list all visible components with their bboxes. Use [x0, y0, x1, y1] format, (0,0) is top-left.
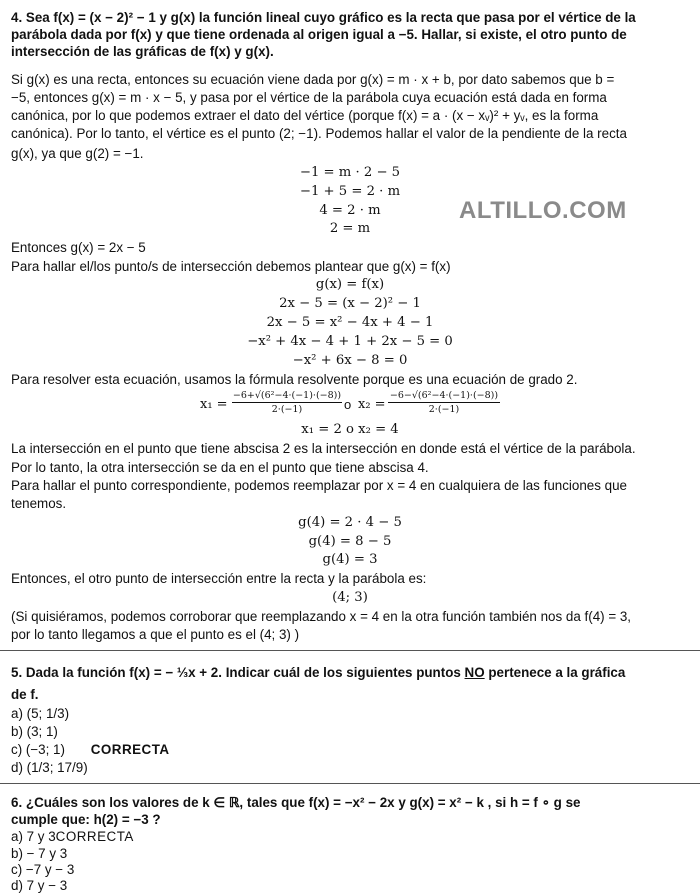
p4-verification-2: por lo tanto llegamos a que el punto es el (4; 3) ): [11, 627, 300, 642]
p4-intersection-text-1: La intersección en el punto que tiene abscisa 2 es la intersección en donde está el vértice de la parábola.: [11, 441, 636, 456]
p6-option-c: c) −7 y − 3: [11, 862, 75, 877]
p5-header-text-end: pertenece a la gráfica: [484, 665, 626, 680]
x2-lhs: x₂ =: [358, 397, 386, 412]
equation-line: 2 = m: [329, 221, 371, 236]
equation-line: g(4) = 8 − 5: [308, 534, 392, 549]
p4-intersection-text-3: Para hallar el punto correspondiente, podemos reemplazar por x = 4 en cualquiera de las funciones que: [11, 478, 627, 493]
p5-header-no: NO: [464, 665, 485, 680]
p5-header-line-2: de f.: [11, 687, 39, 702]
p6-option-d: d) 7 y − 3: [11, 878, 68, 893]
p4-intro-line-4: canónica). Por lo tanto, el vértice es el punto (2; −1). Podemos hallar el valor de la pendiente de la recta: [11, 126, 627, 141]
equation-line: −x² + 4x − 4 + 1 + 2x − 5 = 0: [247, 334, 453, 349]
equation-line: g(4) = 3: [322, 552, 378, 567]
p4-header-line-2: parábola dada por f(x) y que tiene ordenada al origen igual a −5. Hallar, si existe, el otro punto de: [11, 27, 627, 42]
p4-intro-line-1: Si g(x) es una recta, entonces su ecuación viene dada por g(x) = m · x + b, por dato sabemos que b =: [11, 72, 615, 87]
p4-header-line-1: 4. Sea f(x) = (x − 2)² − 1 y g(x) la función lineal cuyo gráfico es la recta que pasa por el vértice de la: [11, 10, 636, 25]
x2-numerator: −6−√(6²−4·(−1)·(−8)): [389, 390, 499, 401]
equation-line: g(4) = 2 · 4 − 5: [298, 515, 402, 530]
p4-intro-line-5: g(x), ya que g(2) = −1.: [11, 146, 144, 161]
p5-header-text: 5. Dada la función f(x) = − ⅓x + 2. Indicar cuál de los siguientes puntos: [11, 665, 465, 680]
x2-fraction: [388, 389, 500, 416]
p4-g-result: Entonces g(x) = 2x − 5: [11, 240, 146, 255]
correct-marker: CORRECTA: [55, 829, 134, 844]
p5-option-a: a) (5; 1/3): [11, 706, 70, 721]
x1-lhs: x₁ =: [200, 397, 228, 412]
p5-option-c: [11, 741, 692, 758]
p4-header-line-3: intersección de las gráficas de f(x) y g(x).: [11, 44, 274, 59]
or-word: o: [344, 397, 352, 412]
p4-verification-1: (Si quisiéramos, podemos corroborar que reemplazando x = 4 en la otra función también nos da f(4) = 3,: [11, 609, 632, 624]
x1-denominator: 2·(−1): [271, 404, 303, 415]
p5-option-b: b) (3; 1): [11, 724, 58, 739]
p5-option-d: d) (1/3; 17/9): [11, 760, 88, 775]
p4-intersection-setup: Para hallar el/los punto/s de intersección debemos plantear que g(x) = f(x): [11, 259, 451, 274]
correct-marker: CORRECTA: [90, 742, 170, 757]
p5-header-line-1: [11, 664, 692, 681]
p4-resolvente-text: Para resolver esta ecuación, usamos la fórmula resolvente porque es una ecuación de grado 2.: [11, 372, 578, 387]
p4-intersection-text-2: Por lo tanto, la otra intersección se da en el punto que tiene abscisa 4.: [11, 460, 429, 475]
p5-option-c-text: c) (−3; 1): [11, 742, 65, 757]
quadratic-formula: [200, 389, 520, 419]
equation-line: −x² + 6x − 8 = 0: [292, 353, 408, 368]
equation-line: 2x − 5 = x² − 4x + 4 − 1: [266, 315, 434, 330]
p4-intersection-text-4: tenemos.: [11, 496, 67, 511]
roots-line: x₁ = 2 o x₂ = 4: [301, 422, 399, 437]
p6-option-a: [11, 828, 692, 845]
p4-conclusion-text: Entonces, el otro punto de intersección entre la recta y la parábola es:: [11, 571, 427, 586]
p6-option-a-text: a) 7 y 3: [11, 829, 56, 844]
x1-fraction: [232, 389, 342, 416]
section-divider: [0, 783, 700, 784]
watermark-logo: ALTILLO.COM: [459, 197, 627, 224]
p6-option-b: b) − 7 y 3: [11, 846, 68, 861]
equation-line: −1 + 5 = 2 · m: [299, 184, 401, 199]
p6-header-line-2: cumple que: h(2) = −3 ?: [11, 812, 161, 827]
equation-line: 4 = 2 · m: [319, 203, 381, 218]
equation-line: g(x) = f(x): [315, 277, 385, 292]
section-divider: [0, 650, 700, 651]
equation-line: −1 = m · 2 − 5: [299, 165, 401, 180]
p4-intro-line-3: canónica, por lo que podemos extraer el dato del vértice (porque f(x) = a · (x − xᵥ)² + yᵥ, es la forma: [11, 108, 599, 123]
p4-intro-line-2: −5, entonces g(x) = m · x − 5, y pasa por el vértice de la parábola cuya ecuación está dada en forma: [11, 90, 607, 105]
x2-denominator: 2·(−1): [428, 404, 460, 415]
equation-line: 2x − 5 = (x − 2)² − 1: [279, 296, 421, 311]
intersection-point: (4; 3): [332, 590, 368, 605]
x1-numerator: −6+√(6²−4·(−1)·(−8)): [232, 390, 342, 401]
p6-header-line-1: 6. ¿Cuáles son los valores de k ∈ ℝ, tales que f(x) = −x² − 2x y g(x) = x² − k , si h = f ∘ g se: [11, 795, 581, 810]
